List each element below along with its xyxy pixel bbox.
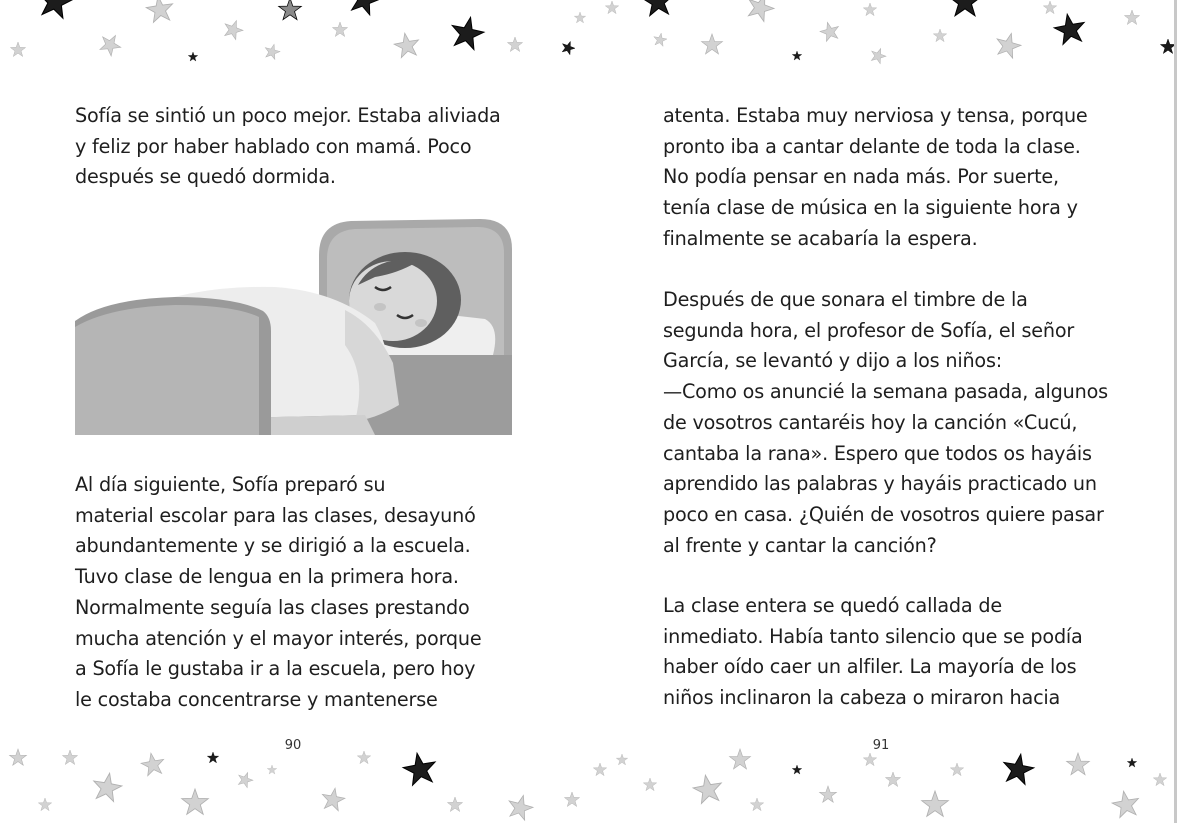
left-paragraph-1: Sofía se sintió un poco mejor. Estaba aliviada y feliz por haber hablado con mamá. Poco después se quedó dormida.: [75, 104, 501, 189]
girl-sleeping-in-bed-illustration: [75, 215, 512, 435]
right-paragraph-2: Después de que sonara el timbre de la segunda hora, el profesor de Sofía, el señor García, se levantó y dijo a los niños: —Como os anuncié la semana pasada, algunos de vosotros cantaréis hoy la canción «Cucú, cantaba la rana». Espero que todos os hayáis aprendido las palabras y hayáis practicado un poco en casa. ¿Quién de vosotros quiere pasar al frente y cantar la canción?: [663, 288, 1108, 557]
left-page: [0, 0, 588, 823]
right-page: [588, 0, 1174, 823]
right-paragraph-1: atenta. Estaba muy nerviosa y tensa, porque pronto iba a cantar delante de toda la clase. No podía pensar en nada más. Por suerte, tenía clase de música en la siguiente hora y finalmente se acabaría la espera.: [663, 104, 1088, 250]
left-paragraph-2: Al día siguiente, Sofía preparó su material escolar para las clases, desayunó abundantemente y se dirigió a la escuela. Tuvo clase de lengua en la primera hora. Normalmente seguía las clases prestando mucha atención y el mayor interés, porque a Sofía le gustaba ir a la escuela, pero hoy le costaba concentrarse y mantenerse: [75, 473, 482, 711]
page-number-right: 91: [872, 738, 890, 753]
right-paragraph-3: La clase entera se quedó callada de inmediato. Había tanto silencio que se podía haber oído caer un alfiler. La mayoría de los niños inclinaron la cabeza o miraron hacia: [663, 594, 1083, 710]
page-number-left: 90: [284, 738, 302, 753]
